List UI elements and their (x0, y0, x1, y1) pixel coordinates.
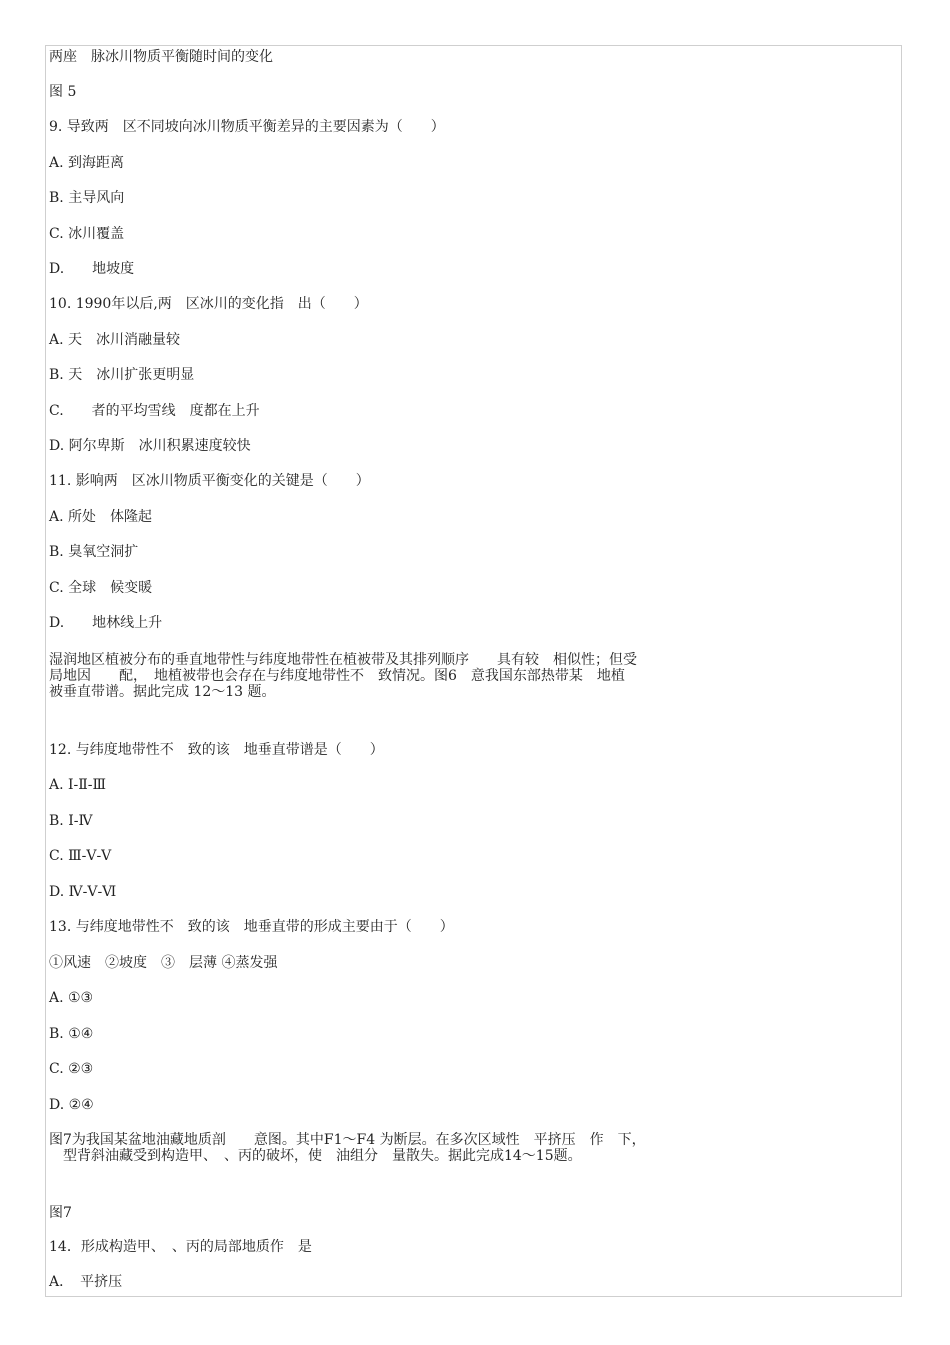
option-14a: A． 平挤压 (49, 1274, 123, 1290)
passage-line: 图7为我国某盆地油藏地质剖 意图。其中F1～F4 为断层。在多次区域性 平挤压 作 下， (49, 1132, 646, 1148)
passage-line: 湿润地区植被分布的垂直地带性与纬度地带性在植被带及其排列顺序 具有较 相似性；但受 (49, 652, 637, 668)
option-13a: A. ①③ (49, 990, 94, 1006)
option-11a: A. 所处 体隆起 (49, 509, 153, 525)
figure-label: 图 5 (49, 84, 77, 100)
option-10a: A. 天 冰川消融量较 (49, 332, 181, 348)
option-13b: B. ①④ (49, 1026, 94, 1042)
option-11b: B. 臭氧空洞扩 (49, 544, 139, 560)
figure-label-7: 图7 (49, 1205, 72, 1221)
question-10: 10. 1990年以后,两 区冰川的变化指 出（ ） (49, 296, 368, 312)
option-12d: D. Ⅳ-Ⅴ-Ⅵ (49, 884, 117, 900)
passage-12-13 (49, 652, 749, 700)
option-9c: C. 冰川覆盖 (49, 226, 125, 242)
question-13: 13. 与纬度地带性不 致的该 地垂直带的形成主要由于（ ） (49, 919, 454, 935)
passage-line: 局地因 配， 地植被带也会存在与纬度地带性不 致情况。图6 意我国东部热带某 地植 (49, 668, 625, 684)
question-9: 9. 导致两 区不同坡向冰川物质平衡差异的主要因素为（ ） (49, 119, 445, 135)
option-9b: B. 主导风向 (49, 190, 125, 206)
option-10b: B. 天 冰川扩张更明显 (49, 367, 195, 383)
passage-line: 被垂直带谱。据此完成 12～13 题。 (49, 684, 276, 700)
option-12a: A. Ⅰ-Ⅱ-Ⅲ (49, 777, 107, 793)
question-11: 11. 影响两 区冰川物质平衡变化的关键是（ ） (49, 473, 370, 489)
option-11c: C. 全球 候变暖 (49, 580, 153, 596)
option-10d: D. 阿尔卑斯 冰川积累速度较快 (49, 438, 251, 454)
passage-line: 型背斜油藏受到构造甲、 、丙的破坏，使 油组分 量散失。据此完成14～15题。 (49, 1148, 582, 1164)
passage-14-15 (49, 1132, 749, 1164)
figure-caption: 两座 脉冰川物质平衡随时间的变化 (49, 49, 273, 65)
question-14: 14．形成构造甲、 、丙的局部地质作 是 (49, 1239, 312, 1255)
option-13d: D. ②④ (49, 1097, 94, 1113)
option-9a: A. 到海距离 (49, 155, 125, 171)
option-12b: B. Ⅰ-Ⅳ (49, 813, 93, 829)
option-10c: C. 者的平均雪线 度都在上升 (49, 403, 260, 419)
option-9d: D. 地坡度 (49, 261, 135, 277)
factor-list: ①风速 ②坡度 ③ 层薄 ④蒸发强 (49, 955, 278, 971)
question-12: 12. 与纬度地带性不 致的该 地垂直带谱是（ ） (49, 742, 384, 758)
option-13c: C. ②③ (49, 1061, 94, 1077)
option-12c: C. Ⅲ-Ⅴ-Ⅴ (49, 848, 112, 864)
option-11d: D. 地林线上升 (49, 615, 163, 631)
